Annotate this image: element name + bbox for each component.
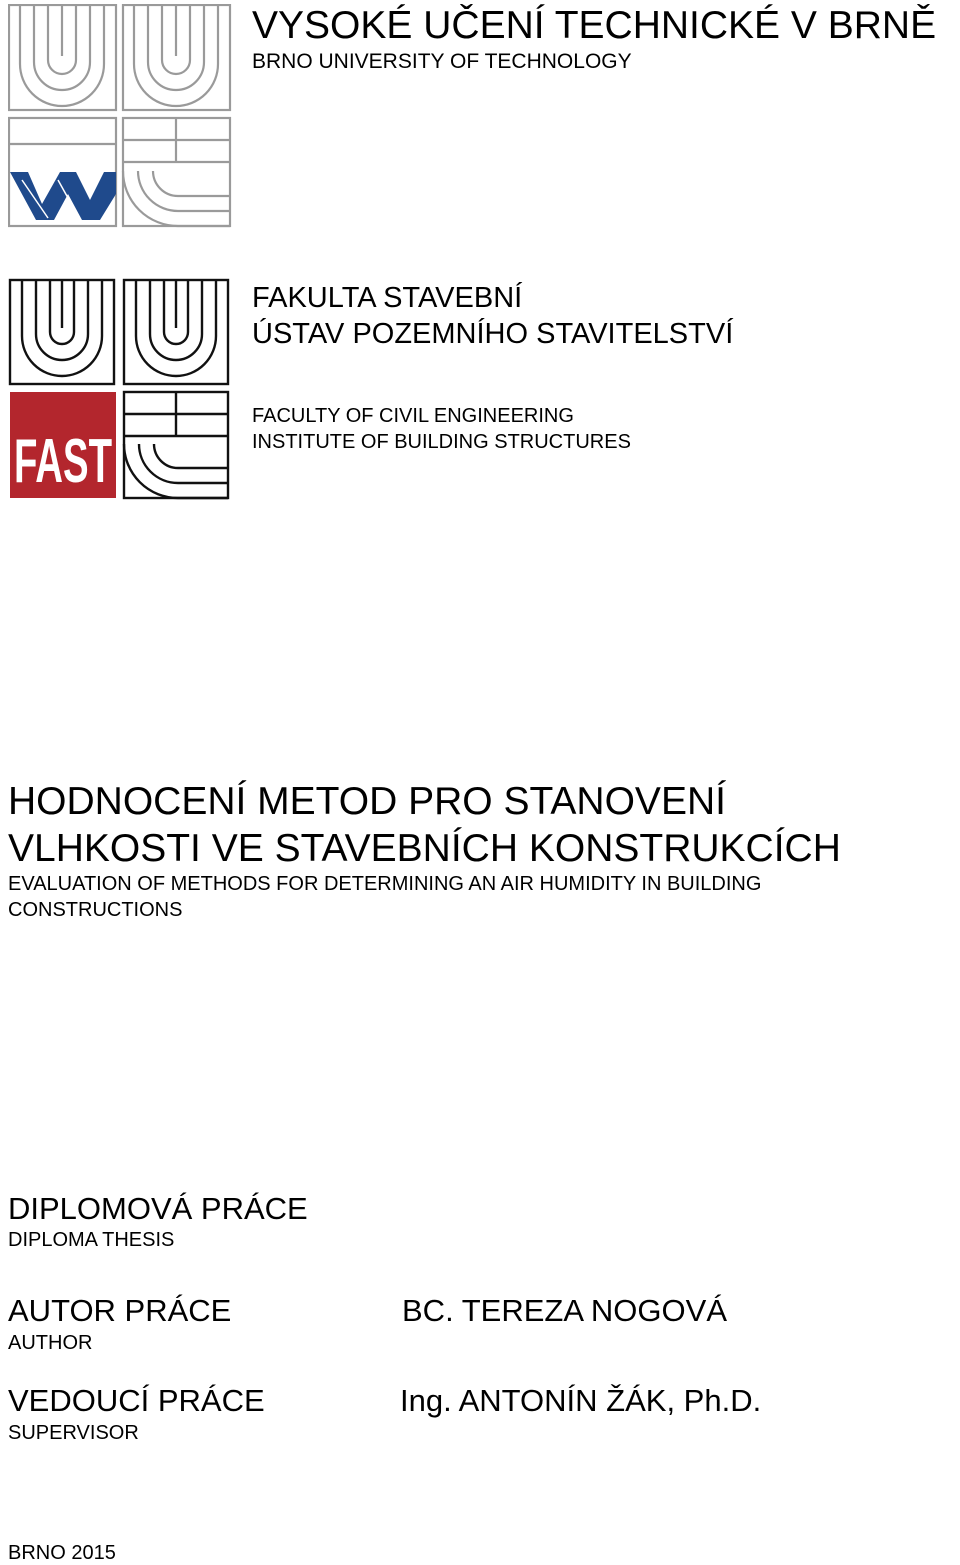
author-label-en: AUTHOR [8,1332,93,1354]
supervisor-label-en: SUPERVISOR [8,1422,139,1444]
thesis-title-en [8,871,761,923]
thesis-title-cz-line2: VLHKOSTI VE STAVEBNÍCH KONSTRUKCÍCH [8,827,841,870]
university-name-cz: VYSOKÉ UČENÍ TECHNICKÉ V BRNĚ [252,4,937,47]
fast-logo-text: FAST [14,427,113,496]
faculty-name-en: FACULTY OF CIVIL ENGINEERING [252,405,574,427]
faculty-block-en [252,403,631,455]
author-name: BC. TEREZA NOGOVÁ [402,1293,728,1328]
thesis-type-en: DIPLOMA THESIS [8,1229,175,1251]
author-label-cz: AUTOR PRÁCE [8,1293,232,1328]
thesis-type-cz: DIPLOMOVÁ PRÁCE [8,1191,308,1226]
faculty-name-cz: FAKULTA STAVEBNÍ [252,282,523,314]
faculty-block-cz [252,280,733,352]
vut-logo-icon [8,4,232,228]
institute-name-cz: ÚSTAV POZEMNÍHO STAVITELSTVÍ [252,318,734,350]
thesis-title-cz [8,778,841,872]
thesis-title-cz-line1: HODNOCENÍ METOD PRO STANOVENÍ [8,780,726,823]
fast-logo-icon [8,278,232,502]
institute-name-en: INSTITUTE OF BUILDING STRUCTURES [252,431,631,453]
thesis-title-en-line1: EVALUATION OF METHODS FOR DETERMINING AN AIR HUMIDITY IN BUILDING [8,873,762,895]
place-year: BRNO 2015 [8,1542,116,1564]
thesis-title-en-line2: CONSTRUCTIONS [8,899,183,921]
supervisor-label-cz: VEDOUCÍ PRÁCE [8,1383,265,1418]
supervisor-name: Ing. ANTONÍN ŽÁK, Ph.D. [400,1383,762,1418]
university-name-en: BRNO UNIVERSITY OF TECHNOLOGY [252,50,632,73]
